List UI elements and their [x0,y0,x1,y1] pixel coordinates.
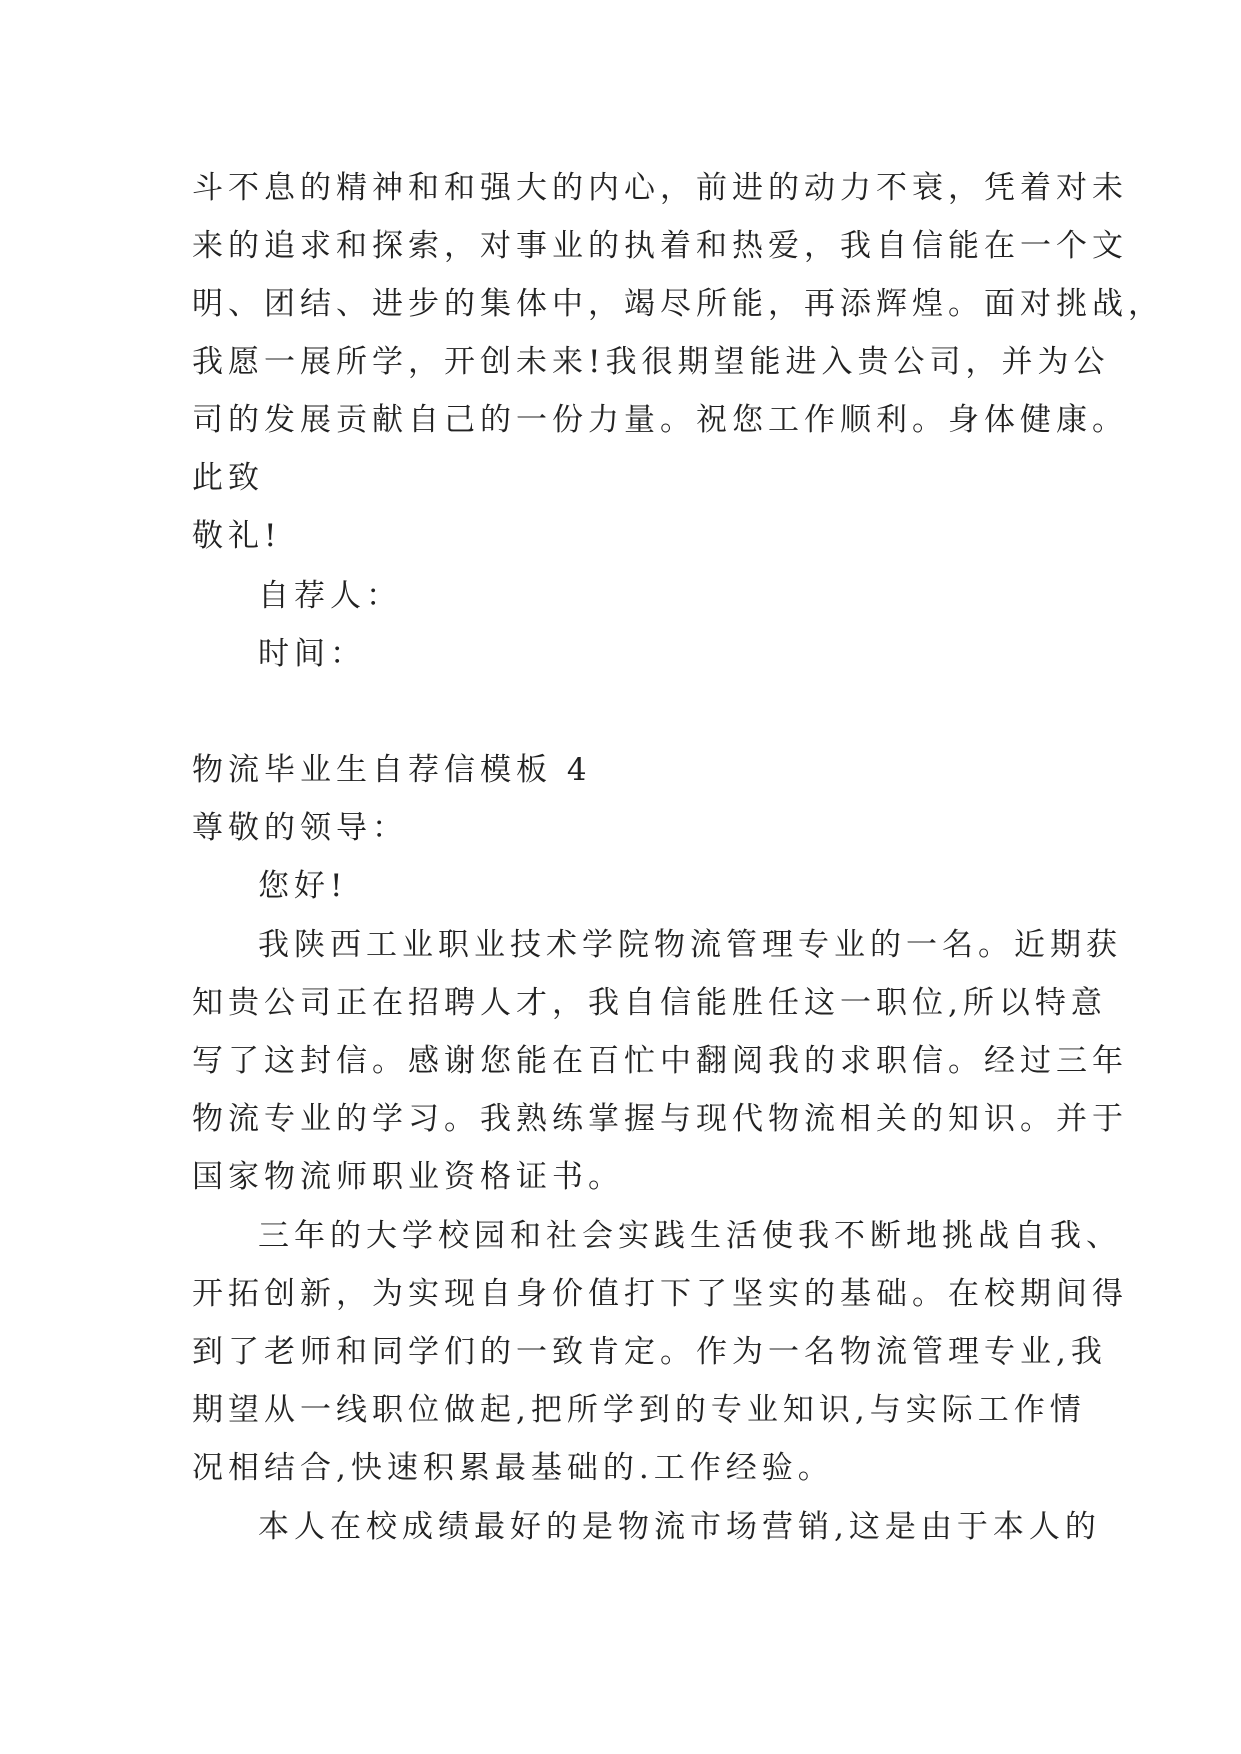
text-line: 司的发展贡献自己的一份力量。祝您工作顺利。身体健康。 [192,402,1128,438]
closing-regards: 敬礼! [192,518,282,554]
text-line: 开拓创新，为实现自身价值打下了坚实的基础。在校期间得 [192,1276,1128,1312]
text-line: 到了老师和同学们的一致肯定。作为一名物流管理专业,我 [192,1334,1107,1370]
greeting: 您好! [258,868,348,904]
greeting-recipient: 尊敬的领导： [192,810,408,846]
text-line: 知贵公司正在招聘人才，我自信能胜任这一职位,所以特意 [192,985,1107,1021]
text-line: 明、团结、进步的集体中，竭尽所能，再添辉煌。面对挑战， [192,286,1164,322]
date-label: 时间： [258,636,366,672]
text-line: 物流专业的学习。我熟练掌握与现代物流相关的知识。并于 [192,1101,1128,1137]
text-line: 况相结合,快速积累最基础的.工作经验。 [192,1450,834,1486]
text-line: 本人在校成绩最好的是物流市场营销,这是由于本人的 [258,1509,1101,1545]
text-line: 期望从一线职位做起,把所学到的专业知识,与实际工作情 [192,1392,1086,1428]
closing-salutation: 此致 [192,460,264,496]
text-line: 三年的大学校园和社会实践生活使我不断地挑战自我、 [258,1218,1122,1254]
text-line: 斗不息的精神和和强大的内心，前进的动力不衰，凭着对未 [192,170,1128,206]
section-title: 物流毕业生自荐信模板 4 [192,752,592,788]
text-line: 我陕西工业职业技术学院物流管理专业的一名。近期获 [258,927,1122,963]
text-line: 国家物流师职业资格证书。 [192,1159,624,1195]
text-line: 写了这封信。感谢您能在百忙中翻阅我的求职信。经过三年 [192,1043,1128,1079]
text-line: 来的追求和探索，对事业的执着和热爱，我自信能在一个文 [192,228,1128,264]
text-line: 我愿一展所学，开创未来!我很期望能进入贵公司，并为公 [192,344,1110,380]
signature-label: 自荐人： [258,578,402,614]
